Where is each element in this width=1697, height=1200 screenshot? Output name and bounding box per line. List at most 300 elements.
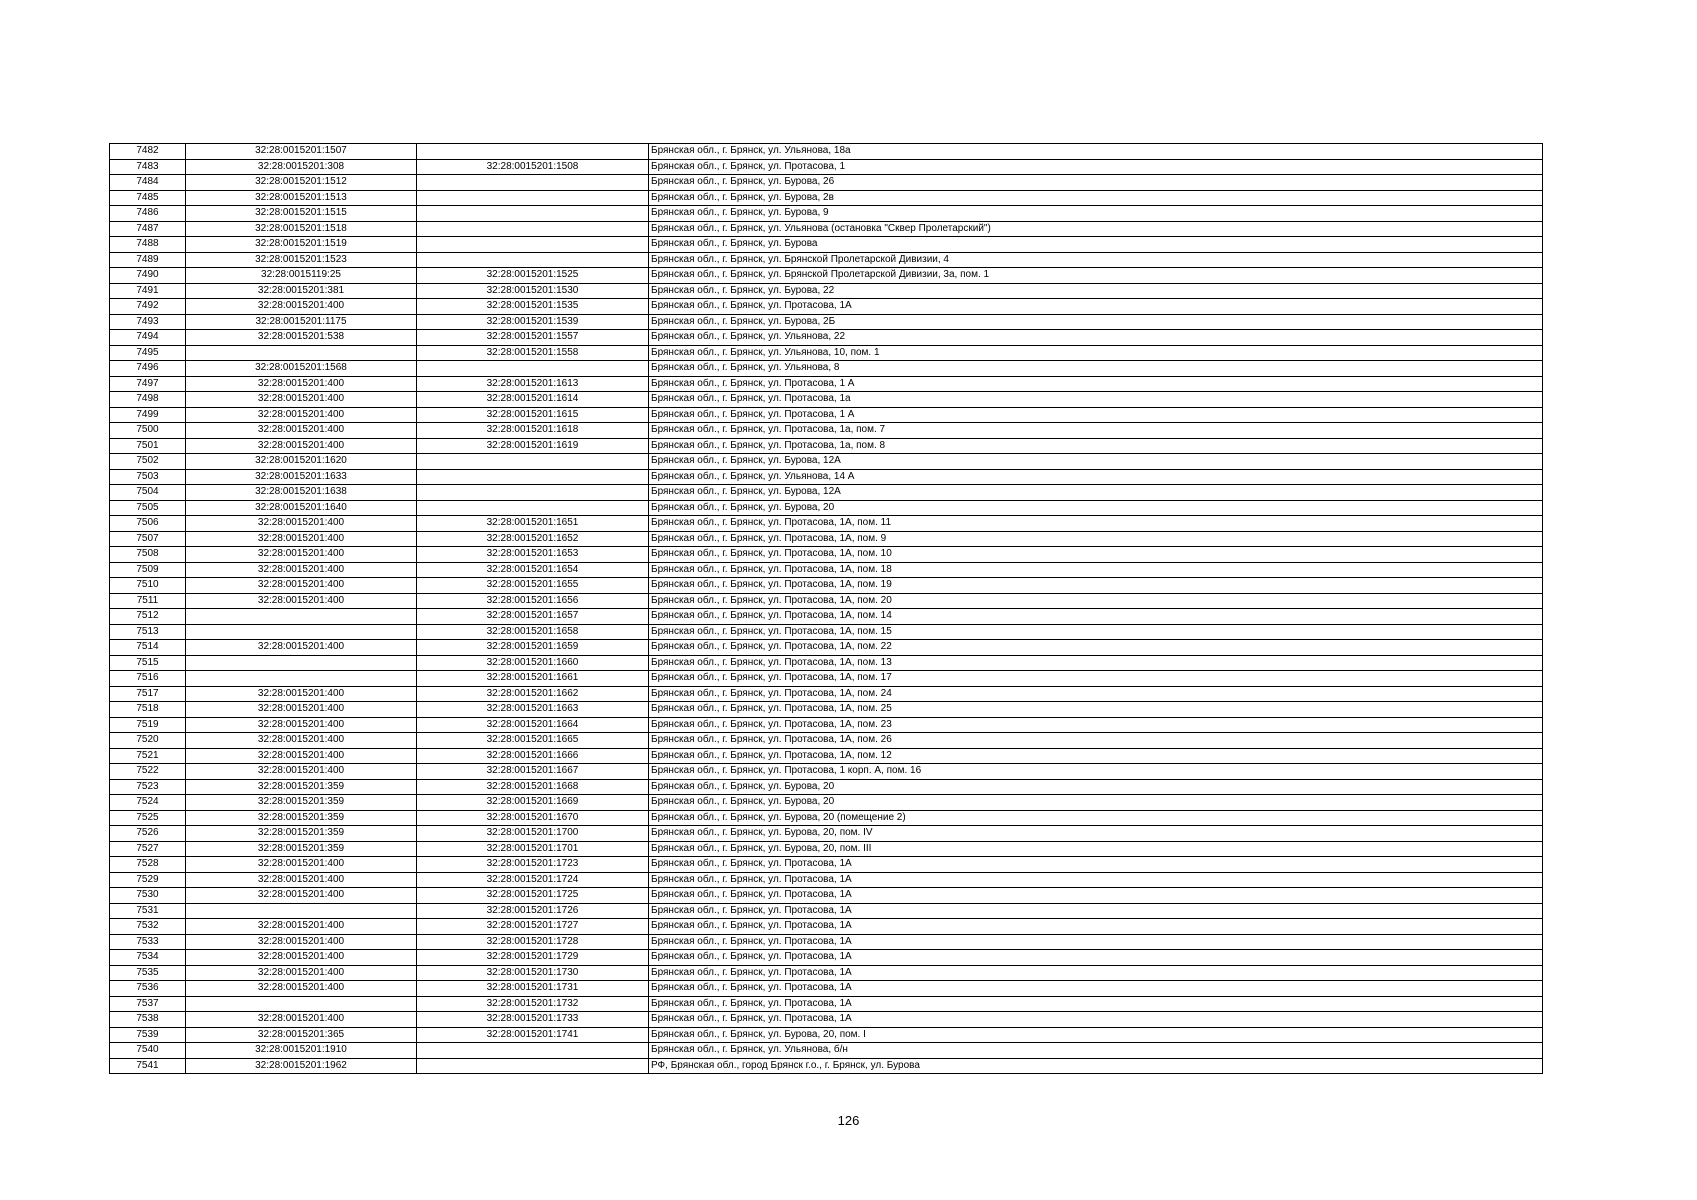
row-number-cell: 7513 [110,624,186,640]
related-cadastral-number-cell: 32:28:0015201:1727 [417,919,649,935]
address-cell: Брянская обл., г. Брянск, ул. Протасова, 1А [649,857,1543,873]
row-number-cell: 7488 [110,237,186,253]
table-row [110,1043,1543,1059]
cadastral-number-cell: 32:28:0015201:359 [186,795,417,811]
address-cell: Брянская обл., г. Брянск, ул. Протасова, 1А [649,919,1543,935]
cadastral-number-cell: 32:28:0015201:538 [186,330,417,346]
table-row [110,159,1543,175]
table-row [110,283,1543,299]
row-number-cell: 7497 [110,376,186,392]
row-number-cell: 7514 [110,640,186,656]
row-number-cell: 7538 [110,1012,186,1028]
cadastral-number-cell: 32:28:0015201:1568 [186,361,417,377]
row-number-cell: 7503 [110,469,186,485]
table-row [110,268,1543,284]
related-cadastral-number-cell: 32:28:0015201:1667 [417,764,649,780]
related-cadastral-number-cell [417,469,649,485]
cadastral-number-cell: 32:28:0015201:1638 [186,485,417,501]
table-row [110,826,1543,842]
related-cadastral-number-cell: 32:28:0015201:1659 [417,640,649,656]
cadastral-number-cell: 32:28:0015201:400 [186,950,417,966]
address-cell: Брянская обл., г. Брянск, ул. Протасова, 1А [649,981,1543,997]
table-row [110,1058,1543,1074]
table-row [110,795,1543,811]
related-cadastral-number-cell: 32:28:0015201:1669 [417,795,649,811]
address-cell: Брянская обл., г. Брянск, ул. Бурова, 2Б [649,314,1543,330]
related-cadastral-number-cell: 32:28:0015201:1730 [417,965,649,981]
cadastral-number-cell: 32:28:0015201:400 [186,686,417,702]
cadastral-number-cell: 32:28:0015201:400 [186,919,417,935]
cadastral-number-cell: 32:28:0015201:400 [186,888,417,904]
related-cadastral-number-cell: 32:28:0015201:1658 [417,624,649,640]
cadastral-number-cell: 32:28:0015119:25 [186,268,417,284]
related-cadastral-number-cell: 32:28:0015201:1661 [417,671,649,687]
related-cadastral-number-cell: 32:28:0015201:1652 [417,531,649,547]
cadastral-number-cell: 32:28:0015201:400 [186,392,417,408]
cadastral-number-cell: 32:28:0015201:400 [186,376,417,392]
cadastral-number-cell [186,655,417,671]
address-cell: Брянская обл., г. Брянск, ул. Протасова, 1А, пом. 22 [649,640,1543,656]
cadastral-number-cell: 32:28:0015201:381 [186,283,417,299]
related-cadastral-number-cell: 32:28:0015201:1731 [417,981,649,997]
related-cadastral-number-cell: 32:28:0015201:1525 [417,268,649,284]
row-number-cell: 7493 [110,314,186,330]
address-cell: Брянская обл., г. Брянск, ул. Протасова, 1А, пом. 17 [649,671,1543,687]
table-row [110,531,1543,547]
row-number-cell: 7537 [110,996,186,1012]
row-number-cell: 7500 [110,423,186,439]
cadastral-number-cell: 32:28:0015201:400 [186,717,417,733]
cadastral-number-cell: 32:28:0015201:359 [186,826,417,842]
cadastral-number-cell: 32:28:0015201:359 [186,841,417,857]
records-table [109,143,1543,1074]
table-row [110,547,1543,563]
table-row [110,702,1543,718]
related-cadastral-number-cell: 32:28:0015201:1663 [417,702,649,718]
table-row [110,500,1543,516]
row-number-cell: 7515 [110,655,186,671]
row-number-cell: 7501 [110,438,186,454]
cadastral-number-cell: 32:28:0015201:1910 [186,1043,417,1059]
related-cadastral-number-cell: 32:28:0015201:1613 [417,376,649,392]
table-row [110,717,1543,733]
cadastral-number-cell: 32:28:0015201:400 [186,578,417,594]
address-cell: Брянская обл., г. Брянск, ул. Протасова, 1а [649,392,1543,408]
row-number-cell: 7486 [110,206,186,222]
row-number-cell: 7482 [110,144,186,160]
address-cell: Брянская обл., г. Брянск, ул. Протасова, 1А, пом. 9 [649,531,1543,547]
row-number-cell: 7524 [110,795,186,811]
address-cell: Брянская обл., г. Брянск, ул. Ульянова, б/н [649,1043,1543,1059]
address-cell: Брянская обл., г. Брянск, ул. Бурова, 20 (помещение 2) [649,810,1543,826]
related-cadastral-number-cell: 32:28:0015201:1665 [417,733,649,749]
table-row [110,655,1543,671]
row-number-cell: 7492 [110,299,186,315]
table-row [110,810,1543,826]
row-number-cell: 7541 [110,1058,186,1074]
cadastral-number-cell: 32:28:0015201:400 [186,531,417,547]
table-row [110,175,1543,191]
address-cell: Брянская обл., г. Брянск, ул. Ульянова, 14 А [649,469,1543,485]
related-cadastral-number-cell: 32:28:0015201:1619 [417,438,649,454]
address-cell: Брянская обл., г. Брянск, ул. Брянской Пролетарской Дивизии, 3а, пом. 1 [649,268,1543,284]
cadastral-number-cell: 32:28:0015201:1507 [186,144,417,160]
address-cell: Брянская обл., г. Брянск, ул. Протасова, 1 [649,159,1543,175]
cadastral-number-cell: 32:28:0015201:1523 [186,252,417,268]
related-cadastral-number-cell: 32:28:0015201:1666 [417,748,649,764]
address-cell: Брянская обл., г. Брянск, ул. Протасова, 1А, пом. 25 [649,702,1543,718]
table-row [110,578,1543,594]
related-cadastral-number-cell: 32:28:0015201:1670 [417,810,649,826]
row-number-cell: 7519 [110,717,186,733]
cadastral-number-cell: 32:28:0015201:400 [186,438,417,454]
table-row [110,144,1543,160]
cadastral-number-cell: 32:28:0015201:308 [186,159,417,175]
row-number-cell: 7508 [110,547,186,563]
cadastral-number-cell: 32:28:0015201:400 [186,593,417,609]
table-row [110,516,1543,532]
address-cell: Брянская обл., г. Брянск, ул. Ульянова, 8 [649,361,1543,377]
row-number-cell: 7539 [110,1027,186,1043]
cadastral-number-cell: 32:28:0015201:365 [186,1027,417,1043]
row-number-cell: 7498 [110,392,186,408]
related-cadastral-number-cell: 32:28:0015201:1741 [417,1027,649,1043]
cadastral-number-cell: 32:28:0015201:400 [186,299,417,315]
row-number-cell: 7504 [110,485,186,501]
table-row [110,469,1543,485]
related-cadastral-number-cell [417,206,649,222]
cadastral-number-cell: 32:28:0015201:400 [186,640,417,656]
table-row [110,1012,1543,1028]
related-cadastral-number-cell: 32:28:0015201:1724 [417,872,649,888]
row-number-cell: 7511 [110,593,186,609]
table-row [110,640,1543,656]
address-cell: Брянская обл., г. Брянск, ул. Протасова, 1 корп. А, пом. 16 [649,764,1543,780]
table-row [110,392,1543,408]
table-row [110,376,1543,392]
related-cadastral-number-cell: 32:28:0015201:1558 [417,345,649,361]
related-cadastral-number-cell [417,361,649,377]
cadastral-number-cell [186,609,417,625]
address-cell: Брянская обл., г. Брянск, ул. Протасова, 1А, пом. 13 [649,655,1543,671]
table-row [110,423,1543,439]
row-number-cell: 7518 [110,702,186,718]
row-number-cell: 7502 [110,454,186,470]
address-cell: Брянская обл., г. Брянск, ул. Протасова, 1А [649,934,1543,950]
cadastral-number-cell: 32:28:0015201:400 [186,423,417,439]
address-cell: Брянская обл., г. Брянск, ул. Брянской Пролетарской Дивизии, 4 [649,252,1543,268]
address-cell: Брянская обл., г. Брянск, ул. Протасова, 1А, пом. 11 [649,516,1543,532]
related-cadastral-number-cell [417,1043,649,1059]
table-row [110,206,1543,222]
table-row [110,330,1543,346]
address-cell: Брянская обл., г. Брянск, ул. Бурова, 12А [649,485,1543,501]
related-cadastral-number-cell [417,500,649,516]
address-cell: Брянская обл., г. Брянск, ул. Протасова, 1А [649,299,1543,315]
table-row [110,624,1543,640]
table-row [110,950,1543,966]
address-cell: Брянская обл., г. Брянск, ул. Бурова, 20, пом. III [649,841,1543,857]
cadastral-number-cell: 32:28:0015201:359 [186,810,417,826]
table-row [110,237,1543,253]
row-number-cell: 7512 [110,609,186,625]
address-cell: Брянская обл., г. Брянск, ул. Протасова, 1А, пом. 18 [649,562,1543,578]
row-number-cell: 7533 [110,934,186,950]
cadastral-number-cell: 32:28:0015201:1513 [186,190,417,206]
address-cell: Брянская обл., г. Брянск, ул. Бурова, 20 [649,795,1543,811]
cadastral-number-cell: 32:28:0015201:400 [186,764,417,780]
related-cadastral-number-cell [417,237,649,253]
related-cadastral-number-cell: 32:28:0015201:1664 [417,717,649,733]
related-cadastral-number-cell: 32:28:0015201:1651 [417,516,649,532]
address-cell: Брянская обл., г. Брянск, ул. Протасова, 1А [649,965,1543,981]
related-cadastral-number-cell [417,454,649,470]
table-row [110,764,1543,780]
related-cadastral-number-cell: 32:28:0015201:1657 [417,609,649,625]
table-row [110,779,1543,795]
row-number-cell: 7483 [110,159,186,175]
table-row [110,190,1543,206]
cadastral-number-cell: 32:28:0015201:400 [186,516,417,532]
row-number-cell: 7489 [110,252,186,268]
related-cadastral-number-cell: 32:28:0015201:1725 [417,888,649,904]
cadastral-number-cell: 32:28:0015201:400 [186,857,417,873]
cadastral-number-cell: 32:28:0015201:400 [186,872,417,888]
records-body [110,144,1543,1074]
related-cadastral-number-cell [417,1058,649,1074]
address-cell: Брянская обл., г. Брянск, ул. Ульянова, 18а [649,144,1543,160]
address-cell: Брянская обл., г. Брянск, ул. Протасова, 1А, пом. 10 [649,547,1543,563]
row-number-cell: 7495 [110,345,186,361]
related-cadastral-number-cell [417,144,649,160]
row-number-cell: 7485 [110,190,186,206]
address-cell: Брянская обл., г. Брянск, ул. Протасова, 1А, пом. 24 [649,686,1543,702]
table-row [110,361,1543,377]
table-row [110,299,1543,315]
table-row [110,903,1543,919]
row-number-cell: 7510 [110,578,186,594]
related-cadastral-number-cell [417,175,649,191]
cadastral-number-cell: 32:28:0015201:1519 [186,237,417,253]
table-row [110,593,1543,609]
cadastral-number-cell [186,345,417,361]
address-cell: Брянская обл., г. Брянск, ул. Бурова, 22 [649,283,1543,299]
cadastral-number-cell: 32:28:0015201:1962 [186,1058,417,1074]
related-cadastral-number-cell [417,252,649,268]
address-cell: Брянская обл., г. Брянск, ул. Протасова, 1А, пом. 15 [649,624,1543,640]
row-number-cell: 7517 [110,686,186,702]
address-cell: РФ, Брянская обл., город Брянск г.о., г. Брянск, ул. Бурова [649,1058,1543,1074]
row-number-cell: 7521 [110,748,186,764]
table-row [110,965,1543,981]
row-number-cell: 7525 [110,810,186,826]
address-cell: Брянская обл., г. Брянск, ул. Протасова, 1А [649,872,1543,888]
row-number-cell: 7506 [110,516,186,532]
cadastral-number-cell: 32:28:0015201:359 [186,779,417,795]
table-row [110,671,1543,687]
row-number-cell: 7522 [110,764,186,780]
related-cadastral-number-cell: 32:28:0015201:1656 [417,593,649,609]
related-cadastral-number-cell: 32:28:0015201:1618 [417,423,649,439]
cadastral-number-cell: 32:28:0015201:1512 [186,175,417,191]
address-cell: Брянская обл., г. Брянск, ул. Протасова, 1А [649,1012,1543,1028]
row-number-cell: 7535 [110,965,186,981]
row-number-cell: 7507 [110,531,186,547]
row-number-cell: 7534 [110,950,186,966]
address-cell: Брянская обл., г. Брянск, ул. Протасова, 1 А [649,407,1543,423]
related-cadastral-number-cell: 32:28:0015201:1700 [417,826,649,842]
row-number-cell: 7536 [110,981,186,997]
related-cadastral-number-cell: 32:28:0015201:1733 [417,1012,649,1028]
table-row [110,252,1543,268]
row-number-cell: 7540 [110,1043,186,1059]
table-row [110,438,1543,454]
cadastral-number-cell [186,624,417,640]
address-cell: Брянская обл., г. Брянск, ул. Бурова, 20, пом. IV [649,826,1543,842]
address-cell: Брянская обл., г. Брянск, ул. Протасова, 1а, пом. 7 [649,423,1543,439]
address-cell: Брянская обл., г. Брянск, ул. Протасова, 1А, пом. 23 [649,717,1543,733]
address-cell: Брянская обл., г. Брянск, ул. Бурова, 20 [649,779,1543,795]
cadastral-number-cell: 32:28:0015201:400 [186,934,417,950]
related-cadastral-number-cell: 32:28:0015201:1655 [417,578,649,594]
table-row [110,934,1543,950]
related-cadastral-number-cell: 32:28:0015201:1701 [417,841,649,857]
table-row [110,857,1543,873]
related-cadastral-number-cell: 32:28:0015201:1723 [417,857,649,873]
address-cell: Брянская обл., г. Брянск, ул. Бурова, 26 [649,175,1543,191]
address-cell: Брянская обл., г. Брянск, ул. Протасова, 1А [649,903,1543,919]
table-row [110,872,1543,888]
cadastral-number-cell: 32:28:0015201:400 [186,1012,417,1028]
address-cell: Брянская обл., г. Брянск, ул. Протасова, 1а, пом. 8 [649,438,1543,454]
related-cadastral-number-cell: 32:28:0015201:1530 [417,283,649,299]
table-row [110,562,1543,578]
address-cell: Брянская обл., г. Брянск, ул. Протасова, 1А [649,950,1543,966]
row-number-cell: 7527 [110,841,186,857]
table-row [110,609,1543,625]
related-cadastral-number-cell [417,221,649,237]
related-cadastral-number-cell: 32:28:0015201:1614 [417,392,649,408]
address-cell: Брянская обл., г. Брянск, ул. Бурова [649,237,1543,253]
table-row [110,314,1543,330]
related-cadastral-number-cell: 32:28:0015201:1615 [417,407,649,423]
related-cadastral-number-cell: 32:28:0015201:1732 [417,996,649,1012]
cadastral-number-cell [186,996,417,1012]
row-number-cell: 7530 [110,888,186,904]
table-row [110,733,1543,749]
row-number-cell: 7526 [110,826,186,842]
cadastral-number-cell: 32:28:0015201:1620 [186,454,417,470]
related-cadastral-number-cell: 32:28:0015201:1668 [417,779,649,795]
row-number-cell: 7490 [110,268,186,284]
table-row [110,919,1543,935]
cadastral-number-cell: 32:28:0015201:400 [186,748,417,764]
cadastral-number-cell: 32:28:0015201:400 [186,562,417,578]
address-cell: Брянская обл., г. Брянск, ул. Протасова, 1А [649,996,1543,1012]
related-cadastral-number-cell: 32:28:0015201:1660 [417,655,649,671]
related-cadastral-number-cell: 32:28:0015201:1535 [417,299,649,315]
cadastral-number-cell: 32:28:0015201:400 [186,733,417,749]
related-cadastral-number-cell [417,190,649,206]
related-cadastral-number-cell: 32:28:0015201:1508 [417,159,649,175]
row-number-cell: 7531 [110,903,186,919]
address-cell: Брянская обл., г. Брянск, ул. Протасова, 1А, пом. 26 [649,733,1543,749]
row-number-cell: 7494 [110,330,186,346]
address-cell: Брянская обл., г. Брянск, ул. Бурова, 9 [649,206,1543,222]
related-cadastral-number-cell: 32:28:0015201:1539 [417,314,649,330]
address-cell: Брянская обл., г. Брянск, ул. Бурова, 2в [649,190,1543,206]
address-cell: Брянская обл., г. Брянск, ул. Протасова, 1А, пом. 14 [649,609,1543,625]
related-cadastral-number-cell: 32:28:0015201:1726 [417,903,649,919]
table-row [110,345,1543,361]
table-row [110,686,1543,702]
row-number-cell: 7505 [110,500,186,516]
row-number-cell: 7532 [110,919,186,935]
address-cell: Брянская обл., г. Брянск, ул. Ульянова, 22 [649,330,1543,346]
cadastral-number-cell: 32:28:0015201:400 [186,981,417,997]
page-number: 126 [837,1113,860,1128]
row-number-cell: 7487 [110,221,186,237]
table-row [110,454,1543,470]
cadastral-number-cell: 32:28:0015201:1633 [186,469,417,485]
related-cadastral-number-cell: 32:28:0015201:1662 [417,686,649,702]
address-cell: Брянская обл., г. Брянск, ул. Протасова, 1А [649,888,1543,904]
table-row [110,841,1543,857]
address-cell: Брянская обл., г. Брянск, ул. Протасова, 1 А [649,376,1543,392]
table-row [110,996,1543,1012]
cadastral-number-cell: 32:28:0015201:400 [186,965,417,981]
related-cadastral-number-cell: 32:28:0015201:1653 [417,547,649,563]
table-row [110,888,1543,904]
related-cadastral-number-cell: 32:28:0015201:1728 [417,934,649,950]
address-cell: Брянская обл., г. Брянск, ул. Протасова, 1А, пом. 20 [649,593,1543,609]
table-row [110,485,1543,501]
address-cell: Брянская обл., г. Брянск, ул. Ульянова, 10, пом. 1 [649,345,1543,361]
row-number-cell: 7523 [110,779,186,795]
cadastral-number-cell: 32:28:0015201:400 [186,702,417,718]
row-number-cell: 7529 [110,872,186,888]
address-cell: Брянская обл., г. Брянск, ул. Ульянова (остановка "Сквер Пролетарский") [649,221,1543,237]
table-row [110,221,1543,237]
row-number-cell: 7528 [110,857,186,873]
related-cadastral-number-cell [417,485,649,501]
address-cell: Брянская обл., г. Брянск, ул. Бурова, 12А [649,454,1543,470]
row-number-cell: 7516 [110,671,186,687]
cadastral-number-cell: 32:28:0015201:1175 [186,314,417,330]
address-cell: Брянская обл., г. Брянск, ул. Бурова, 20, пом. I [649,1027,1543,1043]
table-row [110,748,1543,764]
address-cell: Брянская обл., г. Брянск, ул. Бурова, 20 [649,500,1543,516]
related-cadastral-number-cell: 32:28:0015201:1729 [417,950,649,966]
row-number-cell: 7520 [110,733,186,749]
cadastral-number-cell [186,671,417,687]
related-cadastral-number-cell: 32:28:0015201:1557 [417,330,649,346]
table-row [110,981,1543,997]
row-number-cell: 7496 [110,361,186,377]
address-cell: Брянская обл., г. Брянск, ул. Протасова, 1А, пом. 19 [649,578,1543,594]
cadastral-number-cell: 32:28:0015201:400 [186,407,417,423]
table-row [110,407,1543,423]
table-row [110,1027,1543,1043]
row-number-cell: 7499 [110,407,186,423]
row-number-cell: 7484 [110,175,186,191]
address-cell: Брянская обл., г. Брянск, ул. Протасова, 1А, пом. 12 [649,748,1543,764]
row-number-cell: 7491 [110,283,186,299]
cadastral-number-cell: 32:28:0015201:400 [186,547,417,563]
related-cadastral-number-cell: 32:28:0015201:1654 [417,562,649,578]
cadastral-number-cell [186,903,417,919]
cadastral-number-cell: 32:28:0015201:1640 [186,500,417,516]
